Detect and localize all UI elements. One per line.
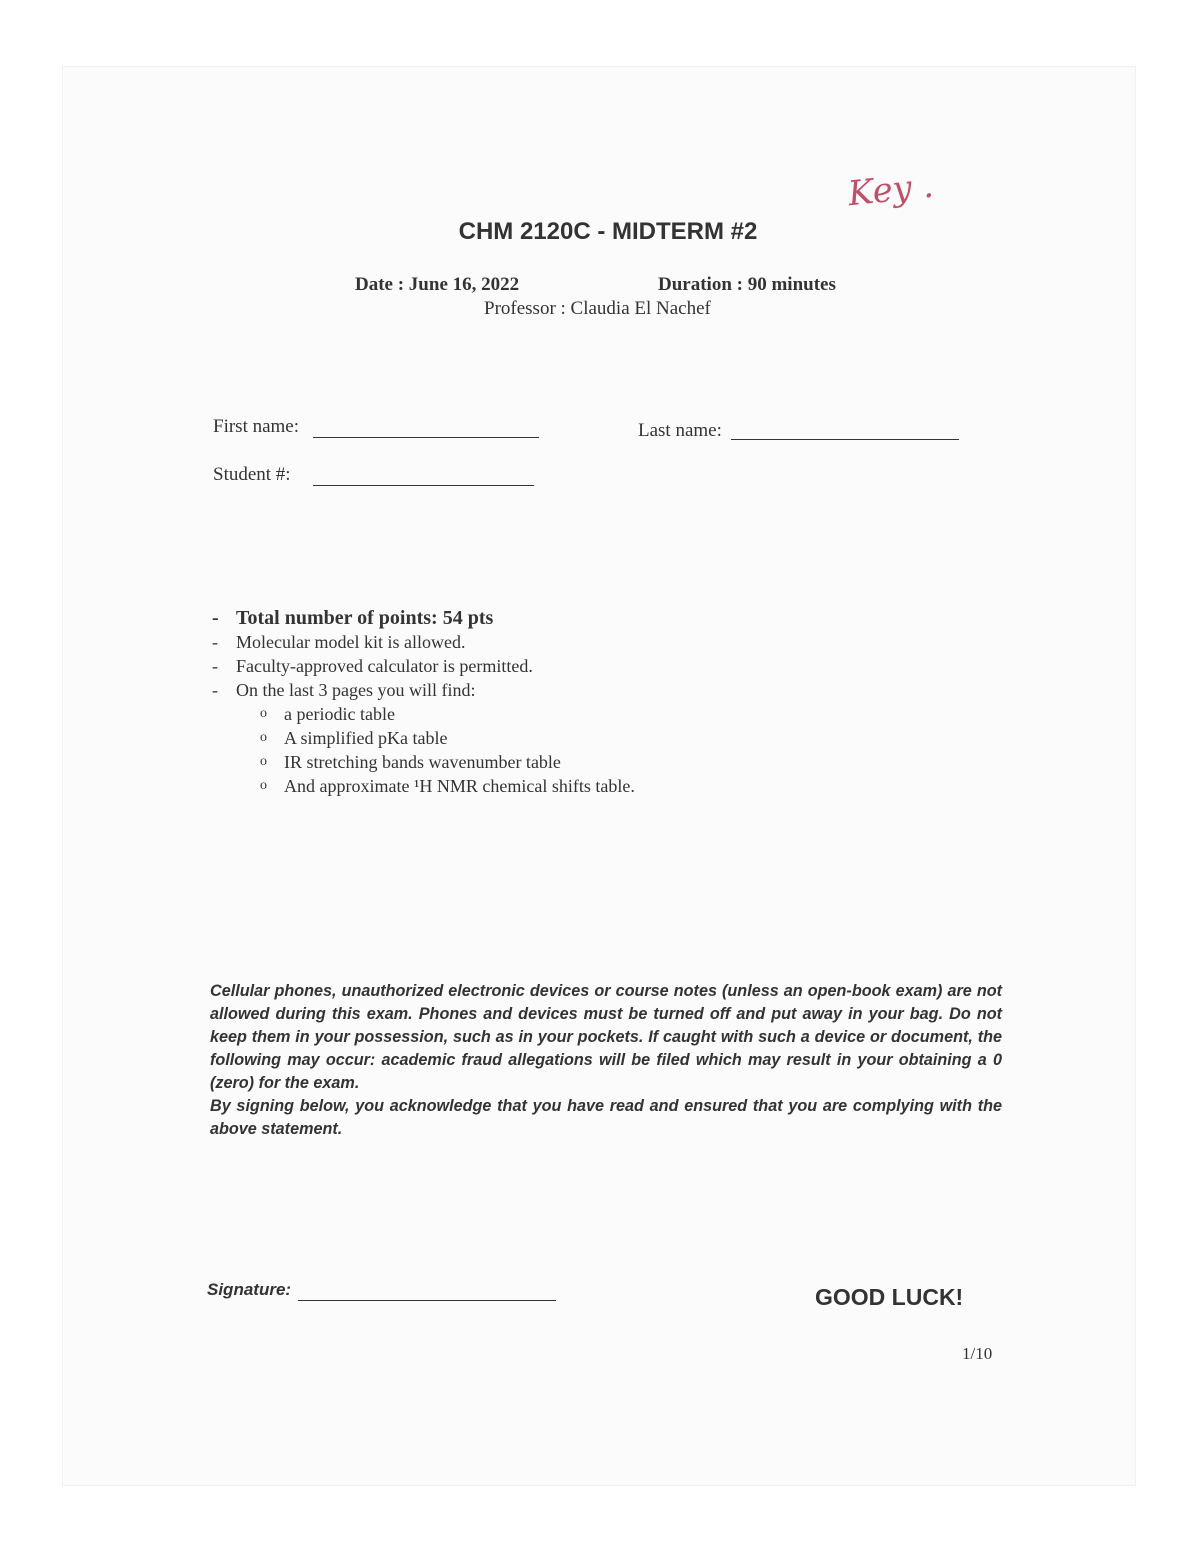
circle-bullet: o xyxy=(260,706,267,721)
acknowledgement-paragraph: By signing below, you acknowledge that you have read and ensured that you are complying with the above statement. xyxy=(210,1097,1002,1138)
appendix-text: a periodic table xyxy=(284,704,395,724)
dash-bullet: - xyxy=(212,656,218,676)
instruction-text: On the last 3 pages you will find: xyxy=(236,680,476,700)
signature-label: Signature: xyxy=(207,1280,292,1299)
dash-bullet: - xyxy=(212,680,218,700)
instruction-item xyxy=(212,654,635,678)
exam-date: Date : June 16, 2022 xyxy=(355,274,520,295)
appendix-item xyxy=(260,726,635,750)
instruction-text: Faculty-approved calculator is permitted. xyxy=(236,656,533,676)
circle-bullet: o xyxy=(260,778,267,793)
student-number-field[interactable] xyxy=(313,485,534,486)
first-name-label: First name: xyxy=(213,416,300,437)
last-name-label: Last name: xyxy=(638,420,722,441)
good-luck-text: GOOD LUCK! xyxy=(815,1284,964,1310)
exam-title: CHM 2120C - MIDTERM #2 xyxy=(458,218,758,245)
appendix-text: IR stretching bands wavenumber table xyxy=(284,752,561,772)
last-name-field[interactable] xyxy=(731,439,959,440)
exam-professor: Professor : Claudia El Nachef xyxy=(484,298,711,319)
exam-duration: Duration : 90 minutes xyxy=(658,274,836,295)
instruction-item xyxy=(212,630,635,654)
instruction-text: Molecular model kit is allowed. xyxy=(236,632,466,652)
circle-bullet: o xyxy=(260,754,267,769)
total-points-text: Total number of points: 54 pts xyxy=(236,607,494,629)
appendix-text: And approximate ¹H NMR chemical shifts table. xyxy=(284,776,635,796)
student-number-label: Student #: xyxy=(213,464,291,485)
appendix-item xyxy=(260,750,635,774)
instruction-item xyxy=(212,678,635,798)
dash-bullet: - xyxy=(212,632,218,652)
signature-field[interactable] xyxy=(298,1300,556,1301)
warning-paragraph: Cellular phones, unauthorized electronic devices or course notes (unless an open-book exam) are not allowed during this exam. Phones and devices must be turned off and put away in your bag. Do not keep them in your possession, such as in your pockets. If caught with such a device or document, the following may occur: academic fraud allegations will be filed which may result in your obtaining a 0 (zero) for the exam. xyxy=(210,982,1002,1092)
appendix-text: A simplified pKa table xyxy=(284,728,448,748)
appendix-list xyxy=(236,702,635,798)
academic-integrity-statement xyxy=(210,980,1002,1141)
dash-bullet: - xyxy=(212,607,219,629)
circle-bullet: o xyxy=(260,730,267,745)
first-name-field[interactable] xyxy=(313,437,539,438)
appendix-item xyxy=(260,702,635,726)
instructions-list xyxy=(212,606,635,798)
instruction-item xyxy=(212,606,635,630)
page-number: 1/10 xyxy=(962,1344,993,1363)
handwritten-key-mark: Key . xyxy=(846,165,936,215)
appendix-item xyxy=(260,774,635,798)
